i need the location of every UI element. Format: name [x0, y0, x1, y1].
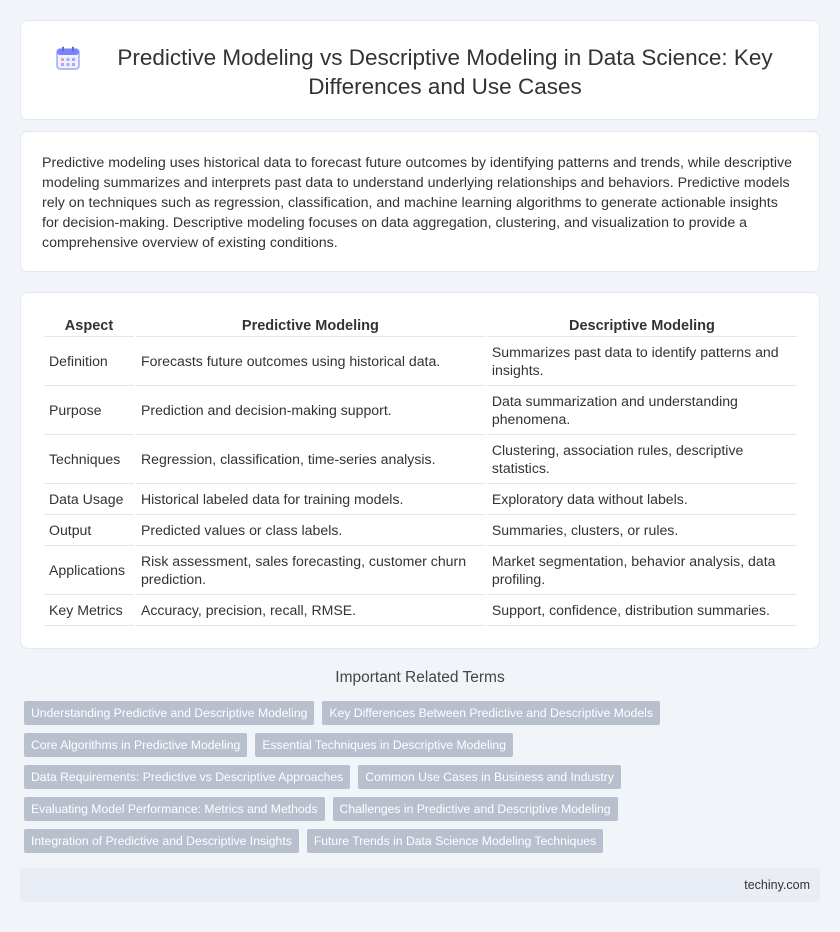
tag-row	[24, 733, 624, 757]
related-term-tag[interactable]: Challenges in Predictive and Descriptive Modeling	[333, 797, 618, 821]
comparison-table	[42, 315, 799, 626]
tag-row	[24, 701, 653, 725]
table-row	[44, 515, 797, 546]
related-terms-list	[24, 701, 653, 861]
related-term-tag[interactable]: Understanding Predictive and Descriptive Modeling	[24, 701, 314, 725]
related-term-tag[interactable]: Essential Techniques in Descriptive Modeling	[255, 733, 513, 757]
predictive-cell: Prediction and decision-making support.	[136, 386, 485, 435]
related-term-tag[interactable]: Integration of Predictive and Descriptive Insights	[24, 829, 299, 853]
intro-card	[20, 131, 820, 272]
aspect-cell: Key Metrics	[44, 595, 134, 626]
predictive-cell: Forecasts future outcomes using historical data.	[136, 337, 485, 386]
column-header-aspect: Aspect	[44, 315, 134, 337]
aspect-cell: Techniques	[44, 435, 134, 484]
title-row	[51, 43, 799, 101]
related-term-tag[interactable]: Core Algorithms in Predictive Modeling	[24, 733, 247, 757]
table-row	[44, 595, 797, 626]
footer-bar	[20, 868, 820, 902]
aspect-cell: Output	[44, 515, 134, 546]
descriptive-cell: Summaries, clusters, or rules.	[487, 515, 797, 546]
descriptive-cell: Clustering, association rules, descriptive statistics.	[487, 435, 797, 484]
footer-site-link[interactable]: techiny.com	[744, 878, 810, 892]
descriptive-cell: Summarizes past data to identify patterns and insights.	[487, 337, 797, 386]
descriptive-cell: Support, confidence, distribution summaries.	[487, 595, 797, 626]
column-header-descriptive: Descriptive Modeling	[487, 315, 797, 337]
predictive-cell: Predicted values or class labels.	[136, 515, 485, 546]
related-terms-heading: Important Related Terms	[335, 669, 505, 686]
comparison-card	[20, 292, 820, 649]
aspect-cell: Applications	[44, 546, 134, 595]
related-term-tag[interactable]: Data Requirements: Predictive vs Descriptive Approaches	[24, 765, 350, 789]
table-row	[44, 386, 797, 435]
table-row	[44, 546, 797, 595]
aspect-cell: Purpose	[44, 386, 134, 435]
table-header-row	[44, 315, 797, 337]
aspect-cell: Definition	[44, 337, 134, 386]
tag-row	[24, 829, 624, 853]
page-title: Predictive Modeling vs Descriptive Modeling in Data Science: Key Differences and Use Cases	[117, 45, 773, 99]
tag-row	[24, 765, 624, 789]
related-term-tag[interactable]: Common Use Cases in Business and Industry	[358, 765, 621, 789]
tag-row	[24, 797, 624, 821]
column-header-predictive: Predictive Modeling	[136, 315, 485, 337]
predictive-cell: Accuracy, precision, recall, RMSE.	[136, 595, 485, 626]
title-card	[20, 20, 820, 120]
predictive-cell: Regression, classification, time-series analysis.	[136, 435, 485, 484]
predictive-cell: Historical labeled data for training models.	[136, 484, 485, 515]
table-row	[44, 435, 797, 484]
descriptive-cell: Market segmentation, behavior analysis, data profiling.	[487, 546, 797, 595]
predictive-cell: Risk assessment, sales forecasting, customer churn prediction.	[136, 546, 485, 595]
intro-paragraph: Predictive modeling uses historical data to forecast future outcomes by identifying patterns and trends, while descriptive modeling summarizes and interprets past data to understand underlying relationships and behaviors. Predictive models rely on techniques such as regression, classification, and machine learning algorithms to generate actionable insights for decision-making. Descriptive modeling focuses on data aggregation, clustering, and visualization to provide a comprehensive overview of existing conditions.	[42, 155, 792, 251]
table-row	[44, 484, 797, 515]
descriptive-cell: Exploratory data without labels.	[487, 484, 797, 515]
table-row	[44, 337, 797, 386]
aspect-cell: Data Usage	[44, 484, 134, 515]
related-term-tag[interactable]: Evaluating Model Performance: Metrics and Methods	[24, 797, 325, 821]
calendar-icon	[55, 45, 81, 71]
descriptive-cell: Data summarization and understanding phenomena.	[487, 386, 797, 435]
related-term-tag[interactable]: Key Differences Between Predictive and Descriptive Models	[322, 701, 660, 725]
related-term-tag[interactable]: Future Trends in Data Science Modeling Techniques	[307, 829, 603, 853]
